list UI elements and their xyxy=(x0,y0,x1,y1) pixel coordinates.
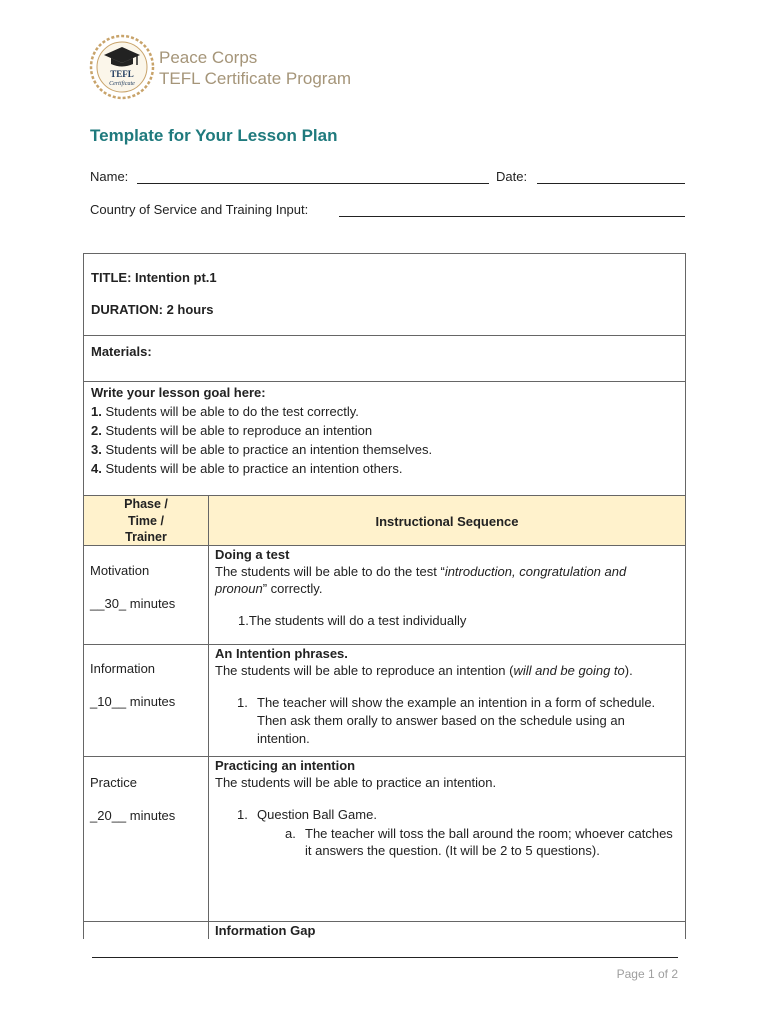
goal-number: 4. xyxy=(91,461,102,476)
sequence-content xyxy=(215,645,678,748)
sequence-column-header: Instructional Sequence xyxy=(375,514,519,529)
phase-time: _20__ minutes xyxy=(90,808,176,823)
substep-letter: a. xyxy=(285,826,296,841)
page-title: Template for Your Lesson Plan xyxy=(90,126,338,145)
table-row xyxy=(84,922,685,939)
table-row xyxy=(84,645,685,757)
step-text: The teacher will show the example an intention in a form of schedule. Then ask them orally to answer based on the schedule using an intention. xyxy=(257,695,656,746)
sequence-step xyxy=(215,694,678,748)
intro-text: The students will be able to reproduce an intention ( xyxy=(215,663,514,678)
step-number: 1. xyxy=(237,695,248,710)
sequence-heading: An Intention phrases. xyxy=(215,646,348,661)
step-number: 1. xyxy=(237,807,248,822)
org-line-2: TEFL Certificate Program xyxy=(159,69,352,88)
goal-item xyxy=(91,421,432,440)
logo-subtext: Certificate xyxy=(109,81,135,87)
sequence-intro xyxy=(215,563,678,597)
goal-heading: Write your lesson goal here: xyxy=(91,385,266,400)
phase-column-header xyxy=(84,496,208,546)
table-header-row xyxy=(84,496,685,546)
sequence-intro xyxy=(215,662,678,679)
intro-emphasis: will and be going to xyxy=(513,663,625,678)
phase-time: __30_ minutes xyxy=(90,596,176,611)
goal-text: Students will be able to reproduce an intention xyxy=(105,423,373,438)
title-row xyxy=(84,254,685,336)
sequence-content xyxy=(215,757,678,859)
phase-name: Information xyxy=(90,661,156,676)
sequence-heading: Information Gap xyxy=(215,923,316,938)
goal-text: Students will be able to do the test correctly. xyxy=(105,404,359,419)
materials-label: Materials: xyxy=(91,344,152,359)
header-trainer: Trainer xyxy=(125,530,167,544)
lesson-duration: DURATION: 2 hours xyxy=(91,302,214,317)
sequence-step xyxy=(215,806,678,823)
lesson-plan-table xyxy=(83,253,686,939)
goal-text: Students will be able to practice an intention others. xyxy=(105,461,403,476)
intro-emphasis: introduction, congratulation and pronoun xyxy=(215,564,627,596)
goals-row xyxy=(84,382,685,496)
goal-text: Students will be able to practice an intention themselves. xyxy=(105,442,433,457)
intro-text-end: ” correctly. xyxy=(262,581,323,596)
materials-row xyxy=(84,336,685,382)
sequence-content xyxy=(215,546,678,629)
country-label: Country of Service and Training Input: xyxy=(90,202,309,217)
goal-item xyxy=(91,402,432,421)
goals-list xyxy=(91,383,432,478)
page-number: Page 1 of 2 xyxy=(616,967,678,981)
tefl-certificate-logo xyxy=(89,34,155,100)
sequence-heading: Practicing an intention xyxy=(215,758,356,773)
header-phase: Phase / xyxy=(124,497,168,511)
logo-text: TEFL xyxy=(110,69,134,79)
date-label: Date: xyxy=(496,169,528,184)
goal-item xyxy=(91,459,432,478)
substep-text: The teacher will toss the ball around the room; whoever catches it answers the question. (It will be 2 to 5 questions). xyxy=(305,826,673,858)
name-label: Name: xyxy=(90,169,129,184)
goal-item xyxy=(91,440,432,459)
name-field[interactable] xyxy=(137,183,489,184)
column-divider xyxy=(208,496,209,939)
phase-name: Motivation xyxy=(90,563,150,578)
step-text: Question Ball Game. xyxy=(257,807,377,822)
header-time: Time / xyxy=(128,513,164,528)
intro-text-end: ). xyxy=(624,663,633,678)
footer-divider xyxy=(92,957,678,958)
phase-name: Practice xyxy=(90,775,137,790)
table-row xyxy=(84,757,685,922)
organization-name xyxy=(159,47,351,89)
sequence-substep xyxy=(215,825,678,859)
sequence-step: 1.The students will do a test individually xyxy=(238,613,467,628)
org-line-1: Peace Corps xyxy=(159,48,258,67)
goal-number: 3. xyxy=(91,442,102,457)
date-field[interactable] xyxy=(537,183,685,184)
goal-number: 2. xyxy=(91,423,102,438)
sequence-heading: Doing a test xyxy=(215,547,290,562)
lesson-title: TITLE: Intention pt.1 xyxy=(91,270,217,285)
intro-text: The students will be able to do the test “ xyxy=(215,564,445,579)
country-field[interactable] xyxy=(339,216,685,217)
phase-time: _10__ minutes xyxy=(90,694,176,709)
goal-number: 1. xyxy=(91,404,102,419)
sequence-intro: The students will be able to practice an intention. xyxy=(215,775,497,790)
table-row xyxy=(84,546,685,645)
